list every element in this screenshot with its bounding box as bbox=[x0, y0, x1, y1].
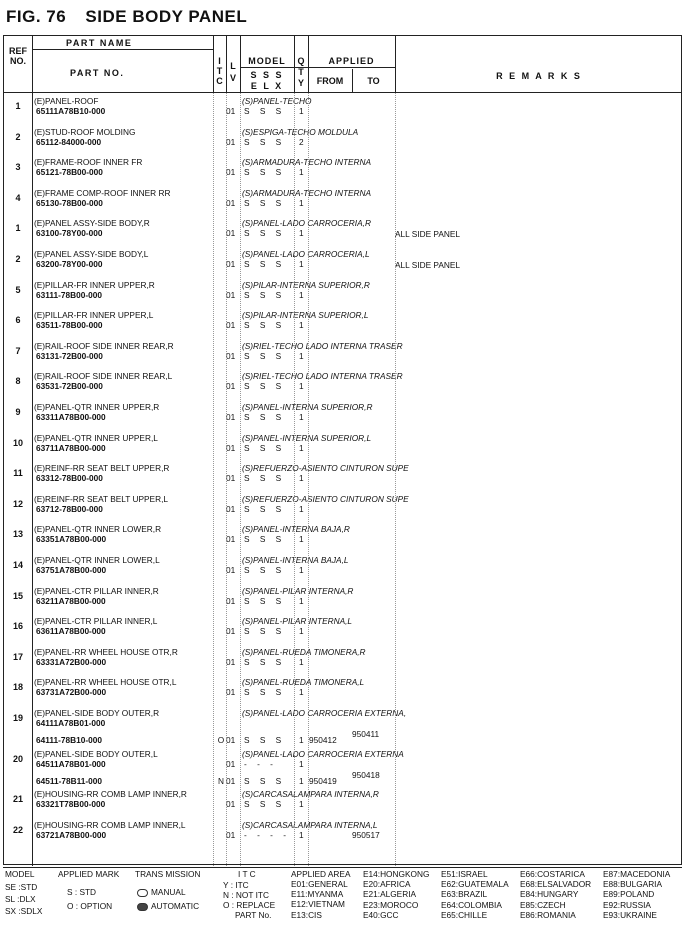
level: 01 bbox=[226, 228, 236, 239]
level: 01 bbox=[226, 442, 236, 453]
remarks-header: R E M A R K S bbox=[496, 71, 582, 81]
legend-itc-y: Y : ITC bbox=[223, 880, 249, 890]
part-description: (S)ESPIGA-TECHO MOLDULA bbox=[242, 126, 359, 137]
ref-number: 2 bbox=[15, 254, 21, 264]
legend-area-item: E11:MYANMA bbox=[291, 889, 344, 900]
level: 01 bbox=[226, 829, 236, 840]
from-header: FROM bbox=[316, 76, 344, 86]
table-row bbox=[4, 817, 681, 848]
part-description: (S)PANEL-INTERNA BAJA,L bbox=[242, 555, 349, 565]
table-row bbox=[4, 746, 681, 786]
legend-area-item: E65:CHILLE bbox=[441, 909, 488, 920]
ref-number: 19 bbox=[12, 713, 23, 723]
legend-model-se: SE :STD bbox=[5, 882, 38, 892]
legend-area-item: E01:GENERAL bbox=[291, 879, 348, 889]
quantity: 1 bbox=[299, 626, 304, 637]
part-description: (S)CARCASALAMPARA INTERNA,R bbox=[242, 789, 379, 800]
ref-number: 18 bbox=[12, 682, 23, 693]
ref-number: 9 bbox=[15, 407, 21, 417]
ref-number: 16 bbox=[12, 621, 23, 632]
quantity: 1 bbox=[299, 442, 304, 453]
quantity: 1 bbox=[299, 829, 304, 840]
legend-area-item: E87:MACEDONIA bbox=[603, 869, 671, 879]
quantity: 1 bbox=[299, 473, 304, 484]
model-marks-alt: S S S bbox=[244, 735, 286, 745]
ref-number: 20 bbox=[12, 753, 23, 764]
part-number: 63751A78B00-000 bbox=[36, 565, 107, 575]
model-marks: - - - bbox=[244, 758, 277, 769]
table-row bbox=[4, 521, 681, 552]
model-marks: S S S bbox=[244, 565, 286, 575]
level: 01 bbox=[226, 350, 236, 361]
part-description: (S)PANEL-TECHO bbox=[242, 96, 312, 106]
ref-number: 4 bbox=[15, 192, 21, 203]
table-row bbox=[4, 338, 681, 369]
part-number-alt: 64111-78B10-000 bbox=[36, 735, 102, 745]
part-name: (E)HOUSING-RR COMB LAMP INNER,L bbox=[34, 819, 186, 830]
table-row bbox=[4, 307, 681, 338]
part-name: (E)PANEL-QTR INNER UPPER,R bbox=[34, 402, 160, 412]
part-number: 64111A78B01-000 bbox=[36, 718, 106, 728]
legend-area-item: E40:GCC bbox=[363, 909, 399, 920]
table-row bbox=[4, 246, 681, 277]
legend-area-item: E86:ROMANIA bbox=[520, 909, 576, 920]
part-name: (E)PANEL-CTR PILLAR INNER,R bbox=[34, 585, 159, 596]
part-description: (S)PILAR-INTERNA SUPERIOR,R bbox=[242, 279, 370, 290]
level: 01 bbox=[226, 565, 236, 575]
part-description: (S)PANEL-INTERNA SUPERIOR,L bbox=[242, 432, 372, 443]
level-alt: 01 bbox=[226, 735, 236, 745]
model-marks: S S S bbox=[244, 626, 286, 637]
quantity: 1 bbox=[299, 656, 304, 667]
table-row bbox=[4, 277, 681, 308]
legend-area-item: E51:ISRAEL bbox=[441, 869, 488, 879]
part-number: 63721A78B00-000 bbox=[36, 829, 107, 840]
table-row bbox=[4, 786, 681, 817]
model-marks: - - - - bbox=[244, 829, 290, 840]
legend-automatic: AUTOMATIC bbox=[137, 901, 199, 911]
legend-area-item: E14:HONGKONG bbox=[363, 869, 430, 879]
ref-number: 6 bbox=[15, 315, 21, 326]
model-marks: S S S bbox=[244, 534, 286, 545]
legend-area-item: E66:COSTARICA bbox=[520, 869, 585, 879]
part-name: (E)PANEL-QTR INNER UPPER,L bbox=[34, 432, 158, 443]
legend-applied-mark-title: APPLIED MARK bbox=[58, 869, 120, 879]
model-marks: S S S bbox=[244, 167, 286, 178]
part-number: 63100-78Y00-000 bbox=[36, 228, 103, 239]
parts-table bbox=[3, 35, 682, 865]
part-name: (E)PANEL-QTR INNER LOWER,R bbox=[34, 524, 162, 535]
part-description: (S)REFUERZO-ASIENTO CINTURON SUPE bbox=[242, 493, 409, 504]
legend-itc-n: N : NOT ITC bbox=[223, 890, 269, 900]
level: 01 bbox=[226, 289, 236, 300]
model-marks: S S S bbox=[244, 350, 286, 361]
ref-number: 22 bbox=[12, 824, 23, 835]
part-description: (S)PANEL-LADO CARROCERIA EXTERNA bbox=[242, 748, 404, 759]
quantity: 1 bbox=[299, 167, 304, 178]
part-number: 63111-78B00-000 bbox=[36, 289, 102, 300]
part-number: 63351A78B00-000 bbox=[36, 534, 107, 545]
part-number: 63331A72B00-000 bbox=[36, 656, 107, 667]
model-bottom-header: E L X bbox=[250, 81, 284, 91]
itc-mark-alt: O bbox=[217, 735, 225, 745]
quantity: 1 bbox=[299, 259, 304, 269]
part-number: 65112-84000-000 bbox=[36, 136, 102, 147]
ref-number: 3 bbox=[15, 162, 21, 173]
ref-number: 14 bbox=[12, 560, 23, 570]
level: 01 bbox=[226, 412, 236, 422]
table-header bbox=[4, 36, 681, 93]
table-row bbox=[4, 613, 681, 644]
legend-applied-std: S : STD bbox=[67, 887, 97, 897]
table-row bbox=[4, 674, 681, 705]
level: 01 bbox=[226, 626, 236, 637]
model-marks: S S S bbox=[244, 799, 286, 810]
level: 01 bbox=[226, 503, 236, 514]
part-name: (E)PANEL-SIDE BODY OUTER,L bbox=[34, 748, 158, 759]
part-number: 65130-78B00-000 bbox=[36, 197, 103, 208]
ref-number: 1 bbox=[15, 101, 21, 111]
part-description: (S)RIEL-TECHO LADO INTERNA TRASER bbox=[242, 340, 403, 351]
model-marks: S S S bbox=[244, 656, 286, 667]
quantity-alt: 1 bbox=[299, 775, 304, 786]
part-number: 63211A78B00-000 bbox=[36, 595, 106, 606]
part-number: 63711A78B00-000 bbox=[36, 442, 106, 453]
legend-itc-o: O : REPLACE bbox=[223, 900, 276, 910]
part-name: (E)PANEL ASSY-SIDE BODY,R bbox=[34, 218, 150, 229]
legend-area-item: E12:VIETNAM bbox=[291, 899, 345, 910]
part-name: (E)STUD-ROOF MOLDING bbox=[34, 126, 136, 137]
table-row bbox=[4, 491, 681, 522]
quantity: 1 bbox=[299, 565, 304, 575]
model-marks: S S S bbox=[244, 259, 286, 269]
model-marks: S S S bbox=[244, 412, 286, 422]
table-row bbox=[4, 124, 681, 155]
part-description: (S)CARCASALAMPARA INTERNA,L bbox=[242, 819, 378, 830]
applied-to: 950418 bbox=[352, 769, 380, 780]
model-marks: S S S bbox=[244, 687, 286, 698]
legend-model-title: MODEL bbox=[5, 869, 35, 879]
quantity: 1 bbox=[299, 412, 304, 422]
applied-from-alt: 950419 bbox=[309, 775, 337, 786]
part-name: (E)PANEL-RR WHEEL HOUSE OTR,L bbox=[34, 677, 177, 688]
table-row bbox=[4, 705, 681, 745]
to-header: TO bbox=[367, 76, 380, 86]
part-number: 63312-78B00-000 bbox=[36, 473, 103, 484]
level: 01 bbox=[226, 320, 236, 331]
legend-area-item: E63:BRAZIL bbox=[441, 889, 488, 900]
ref-number: 17 bbox=[12, 651, 23, 662]
level: 01 bbox=[226, 381, 236, 392]
part-description: (S)PANEL-RUEDA TIMONERA,L bbox=[242, 677, 365, 688]
applied-header: APPLIED bbox=[328, 56, 375, 66]
model-marks: S S S bbox=[244, 595, 286, 606]
part-no-header: PART NO. bbox=[70, 68, 125, 78]
manual-icon bbox=[137, 889, 148, 897]
figure-name: SIDE BODY PANEL bbox=[85, 7, 248, 26]
part-number: 64511A78B01-000 bbox=[36, 758, 106, 769]
lv-header: L V bbox=[229, 61, 236, 83]
level-alt: 01 bbox=[226, 775, 236, 786]
table-row bbox=[4, 185, 681, 216]
part-number: 63531-72B00-000 bbox=[36, 381, 103, 392]
model-marks: S S S bbox=[244, 381, 286, 392]
legend-model-sx: SX :SDLX bbox=[5, 906, 43, 916]
part-name: (E)FRAME COMP-ROOF INNER RR bbox=[34, 187, 171, 198]
ref-number: 12 bbox=[12, 498, 23, 509]
legend-manual: MANUAL bbox=[137, 887, 186, 897]
quantity: 1 bbox=[299, 381, 304, 392]
applied-to: 950517 bbox=[352, 829, 380, 840]
part-description: (S)PANEL-LADO CARROCERIA EXTERNA, bbox=[242, 708, 407, 718]
ref-number: 11 bbox=[13, 468, 23, 479]
model-marks: S S S bbox=[244, 136, 286, 147]
quantity: 1 bbox=[299, 228, 304, 239]
part-description: (S)REFUERZO-ASIENTO CINTURON SUPE bbox=[242, 463, 409, 474]
applied-to: 950411 bbox=[352, 729, 380, 739]
model-marks: S S S bbox=[244, 289, 286, 300]
legend-area-item: E84:HUNGARY bbox=[520, 889, 579, 900]
quantity: 1 bbox=[299, 106, 304, 116]
legend-area-item: E88:BULGARIA bbox=[603, 879, 663, 890]
part-number: 65111A78B10-000 bbox=[36, 106, 106, 116]
part-number: 63321T78B00-000 bbox=[36, 799, 106, 810]
level: 01 bbox=[226, 167, 236, 178]
table-row bbox=[4, 583, 681, 614]
level: 01 bbox=[226, 758, 236, 769]
part-name-header: PART NAME bbox=[66, 38, 133, 48]
itc-mark-alt: N bbox=[218, 775, 224, 786]
ref-number: 10 bbox=[12, 437, 23, 448]
part-description: (S)PANEL-PILAR INTERNA,L bbox=[242, 616, 353, 627]
legend-applied-option: O : OPTION bbox=[67, 901, 113, 911]
part-description: (S)PANEL-LADO CARROCERIA,L bbox=[242, 249, 370, 259]
ref-number: 1 bbox=[15, 223, 21, 234]
level: 01 bbox=[226, 799, 236, 810]
level: 01 bbox=[226, 136, 236, 147]
part-number: 63611A78B00-000 bbox=[36, 626, 106, 637]
model-marks: S S S bbox=[244, 503, 286, 514]
ref-number: 15 bbox=[12, 590, 23, 601]
ref-no-header: REF NO. bbox=[9, 46, 27, 66]
legend-itc-title: I T C bbox=[238, 869, 256, 879]
ref-number: 2 bbox=[15, 131, 21, 142]
model-marks-alt: S S S bbox=[244, 775, 286, 786]
model-marks: S S S bbox=[244, 442, 286, 453]
part-description: (S)PANEL-INTERNA SUPERIOR,R bbox=[242, 402, 373, 412]
part-name: (E)PANEL-SIDE BODY OUTER,R bbox=[34, 708, 160, 718]
level: 01 bbox=[226, 534, 236, 545]
legend-area-title: APPLIED AREA bbox=[291, 869, 351, 879]
ref-number: 8 bbox=[15, 376, 21, 387]
legend-itc-part-no: PART No. bbox=[235, 910, 272, 920]
legend-area-item: E68:ELSALVADOR bbox=[520, 879, 592, 890]
part-description: (S)PANEL-PILAR INTERNA,R bbox=[242, 585, 354, 596]
quantity: 2 bbox=[299, 136, 304, 147]
part-number: 63131-72B00-000 bbox=[36, 350, 103, 361]
part-number: 63200-78Y00-000 bbox=[36, 259, 103, 269]
model-top-header: S S S bbox=[250, 70, 284, 80]
figure-number: FIG. 76 bbox=[6, 7, 67, 26]
model-marks: S S S bbox=[244, 228, 286, 239]
level: 01 bbox=[226, 197, 236, 208]
quantity: 1 bbox=[299, 595, 304, 606]
table-row bbox=[4, 552, 681, 583]
part-description: (S)PANEL-LADO CARROCERIA,R bbox=[242, 218, 371, 229]
legend-area-item: E64:COLOMBIA bbox=[441, 899, 502, 910]
legend-area-item: E89:POLAND bbox=[603, 889, 655, 900]
applied-from-alt: 950412 bbox=[309, 735, 337, 745]
itc-header: I T C bbox=[216, 56, 223, 86]
part-name: (E)FRAME-ROOF INNER FR bbox=[34, 157, 143, 168]
part-name: (E)RAIL-ROOF SIDE INNER REAR,L bbox=[34, 371, 173, 382]
legend-area-item: E92:RUSSIA bbox=[603, 899, 651, 910]
legend-area-item: E20:AFRICA bbox=[363, 879, 411, 890]
part-number-alt: 64511-78B11-000 bbox=[36, 775, 102, 786]
part-number: 63712-78B00-000 bbox=[36, 503, 103, 514]
remark: ALL SIDE PANEL bbox=[395, 260, 461, 270]
part-description: (S)PILAR-INTERNA SUPERIOR,L bbox=[242, 310, 369, 321]
quantity: 1 bbox=[299, 534, 304, 545]
model-marks: S S S bbox=[244, 197, 286, 208]
part-name: (E)PANEL-CTR PILLAR INNER,L bbox=[34, 616, 158, 627]
part-number: 63311A78B00-000 bbox=[36, 412, 106, 422]
model-marks: S S S bbox=[244, 106, 286, 116]
part-name: (E)PANEL ASSY-SIDE BODY,L bbox=[34, 249, 149, 259]
part-name: (E)PANEL-RR WHEEL HOUSE OTR,R bbox=[34, 646, 178, 657]
table-row bbox=[4, 460, 681, 491]
table-row bbox=[4, 399, 681, 430]
quantity-alt: 1 bbox=[299, 735, 304, 745]
level: 01 bbox=[226, 106, 236, 116]
quantity: 1 bbox=[299, 503, 304, 514]
qty-header: Q T Y bbox=[297, 56, 305, 88]
table-row bbox=[4, 368, 681, 399]
quantity: 1 bbox=[299, 799, 304, 810]
figure-title bbox=[6, 7, 247, 27]
part-name: (E)REINF-RR SEAT BELT UPPER,R bbox=[34, 463, 170, 474]
quantity: 1 bbox=[299, 289, 304, 300]
part-name: (E)HOUSING-RR COMB LAMP INNER,R bbox=[34, 789, 187, 800]
level: 01 bbox=[226, 656, 236, 667]
model-marks: S S S bbox=[244, 320, 286, 331]
legend-area-item: E23:MOROCO bbox=[363, 899, 419, 910]
legend-model-sl: SL :DLX bbox=[5, 894, 36, 904]
table-row bbox=[4, 644, 681, 675]
ref-number: 7 bbox=[15, 345, 21, 356]
level: 01 bbox=[226, 595, 236, 606]
table-row bbox=[4, 154, 681, 185]
ref-number: 13 bbox=[12, 529, 23, 540]
automatic-icon bbox=[137, 903, 148, 911]
part-name: (E)PILLAR-FR INNER UPPER,L bbox=[34, 310, 154, 321]
quantity: 1 bbox=[299, 350, 304, 361]
part-description: (S)RIEL-TECHO LADO INTERNA TRASER bbox=[242, 371, 403, 382]
part-number: 65121-78B00-000 bbox=[36, 167, 103, 178]
part-description: (S)PANEL-RUEDA TIMONERA,R bbox=[242, 646, 366, 657]
ref-number: 21 bbox=[12, 794, 23, 805]
quantity: 1 bbox=[299, 320, 304, 331]
legend-area-item: E62:GUATEMALA bbox=[441, 879, 509, 890]
table-row bbox=[4, 215, 681, 246]
legend-transmission-title: TRANS MISSION bbox=[135, 869, 201, 879]
level: 01 bbox=[226, 259, 236, 269]
part-name: (E)PANEL-QTR INNER LOWER,L bbox=[34, 555, 160, 565]
part-name: (E)PANEL-ROOF bbox=[34, 96, 99, 106]
part-description: (S)PANEL-INTERNA BAJA,R bbox=[242, 524, 350, 535]
legend bbox=[3, 867, 682, 922]
level: 01 bbox=[226, 473, 236, 484]
part-number: 63731A72B00-000 bbox=[36, 687, 107, 698]
ref-number: 5 bbox=[15, 284, 21, 295]
quantity: 1 bbox=[299, 687, 304, 698]
remark: ALL SIDE PANEL bbox=[395, 229, 461, 240]
model-marks: S S S bbox=[244, 473, 286, 484]
part-description: (S)ARMADURA-TECHO INTERNA bbox=[242, 187, 372, 198]
legend-area-item: E13:CIS bbox=[291, 909, 322, 920]
part-name: (E)PILLAR-FR INNER UPPER,R bbox=[34, 279, 155, 290]
table-row bbox=[4, 93, 681, 124]
part-description: (S)ARMADURA-TECHO INTERNA bbox=[242, 157, 372, 168]
table-row bbox=[4, 430, 681, 461]
legend-area-item: E93:UKRAINE bbox=[603, 909, 657, 920]
part-name: (E)RAIL-ROOF SIDE INNER REAR,R bbox=[34, 340, 174, 351]
legend-area-item: E21:ALGERIA bbox=[363, 889, 417, 900]
quantity: 1 bbox=[299, 197, 304, 208]
model-header: MODEL bbox=[248, 56, 286, 66]
part-name: (E)REINF-RR SEAT BELT UPPER,L bbox=[34, 493, 169, 504]
legend-area-item: E85:CZECH bbox=[520, 899, 566, 910]
quantity: 1 bbox=[299, 758, 304, 769]
level: 01 bbox=[226, 687, 236, 698]
part-number: 63511-78B00-000 bbox=[36, 320, 103, 331]
